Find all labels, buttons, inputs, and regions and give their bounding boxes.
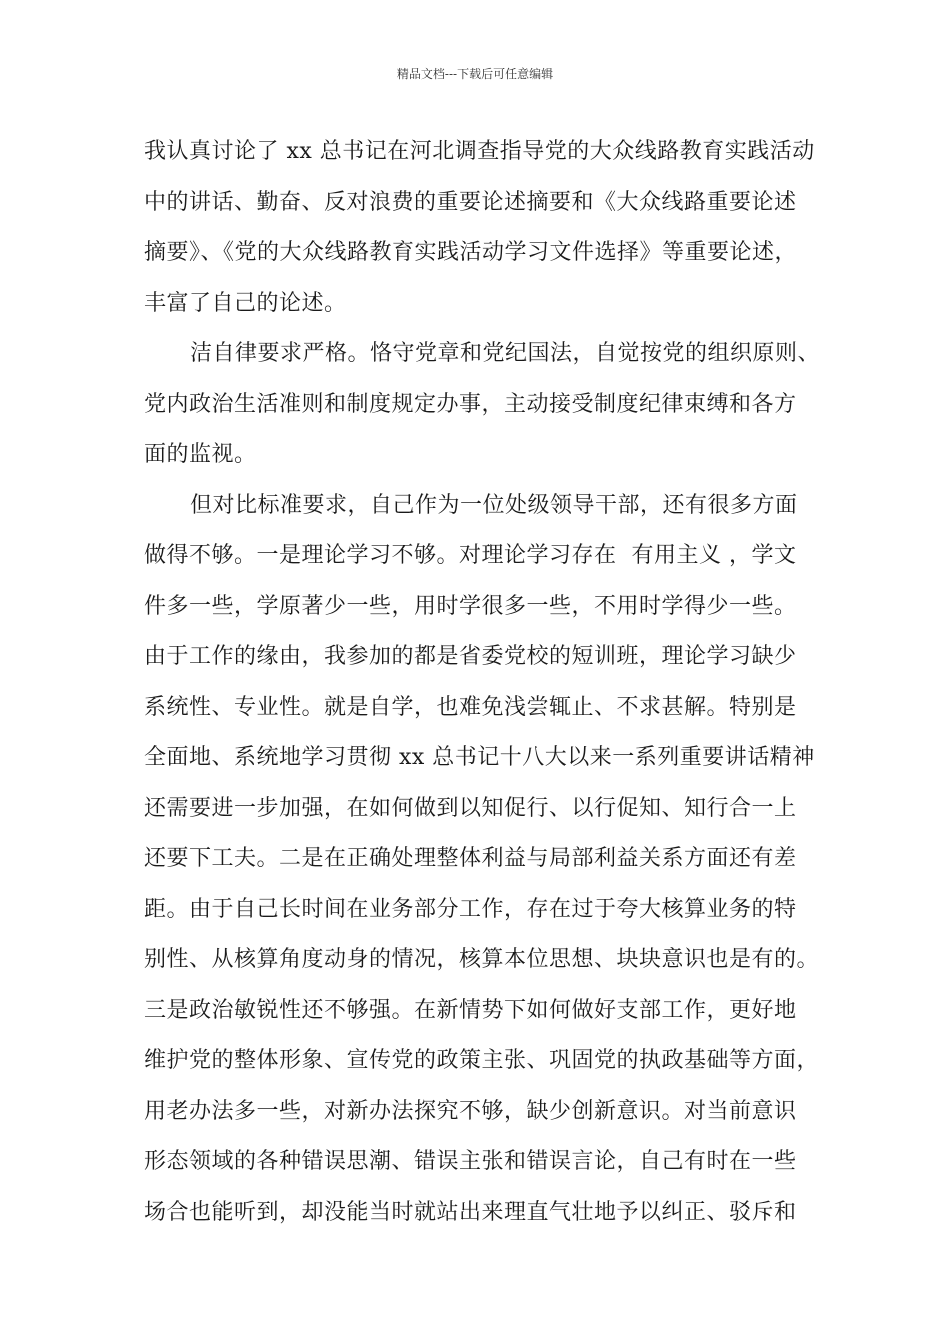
text-line: 件多一些，学原著少一些，用时学很多一些，不用时学得少一些。 <box>144 593 797 619</box>
text-line: 党内政治生活准则和制度规定办事，主动接受制度纪律束缚和各方 <box>144 391 797 417</box>
text-line: 形态领域的各种错误思潮、错误主张和错误言论，自己有时在一些 <box>144 1149 797 1174</box>
text-line: 中的讲话、勤奋、反对浪费的重要论述摘要和《大众线路重要论述 <box>144 189 797 215</box>
text-line: 维护党的整体形象、宣传党的政策主张、巩固党的执政基础等方面， <box>144 1048 820 1073</box>
text-line: 还需要进一步加强，在如何做到以知促行、以行促知、知行合一上 <box>144 795 797 821</box>
text-line: 面的监视。 <box>144 442 257 467</box>
text-line: 摘要》、《党的大众线路教育实践活动学习文件选择》等重要论述， <box>144 240 798 265</box>
text-line: 做得不够。一是理论学习不够。对理论学习存在 有用主义 ，学文 <box>144 543 797 568</box>
text-line: 还要下工夫。二是在正确处理整体利益与局部利益关系方面还有差 <box>144 846 797 871</box>
document-body <box>144 134 844 1245</box>
text-line: 丰富了自己的论述。 <box>144 290 347 316</box>
page-header: 精品文档---下载后可任意编辑 <box>396 67 554 81</box>
text-line: 系统性、专业性。就是自学，也难免浅尝辄止、不求甚解。特别是 <box>144 694 797 720</box>
text-line: 洁自律要求严格。恪守党章和党纪国法，自觉按党的组织原则、 <box>190 341 821 366</box>
text-line: 距。由于自己长时间在业务部分工作，存在过于夸大核算业务的特 <box>144 896 797 922</box>
paragraph-2 <box>144 336 844 488</box>
text-line: 全面地、系统地学习贯彻 xx 总书记十八大以来一系列重要讲话精神 <box>144 745 815 770</box>
text-line: 别性、从核算角度动身的情况，核算本位思想、块块意识也是有的。 <box>144 947 820 972</box>
text-line: 但对比标准要求，自己作为一位处级领导干部，还有很多方面 <box>190 492 798 518</box>
paragraph-3 <box>144 488 844 1246</box>
text-line: 由于工作的缘由，我参加的都是省委党校的短训班，理论学习缺少 <box>144 644 797 669</box>
text-line: 三是政治敏锐性还不够强。在新情势下如何做好支部工作，更好地 <box>144 997 797 1023</box>
text-line: 我认真讨论了 xx 总书记在河北调查指导党的大众线路教育实践活动 <box>144 139 815 164</box>
paragraph-1 <box>144 134 844 336</box>
text-line: 场合也能听到，却没能当时就站出来理直气壮地予以纠正、驳斥和 <box>144 1199 797 1225</box>
text-line: 用老办法多一些，对新办法探究不够，缺少创新意识。对当前意识 <box>144 1098 797 1124</box>
